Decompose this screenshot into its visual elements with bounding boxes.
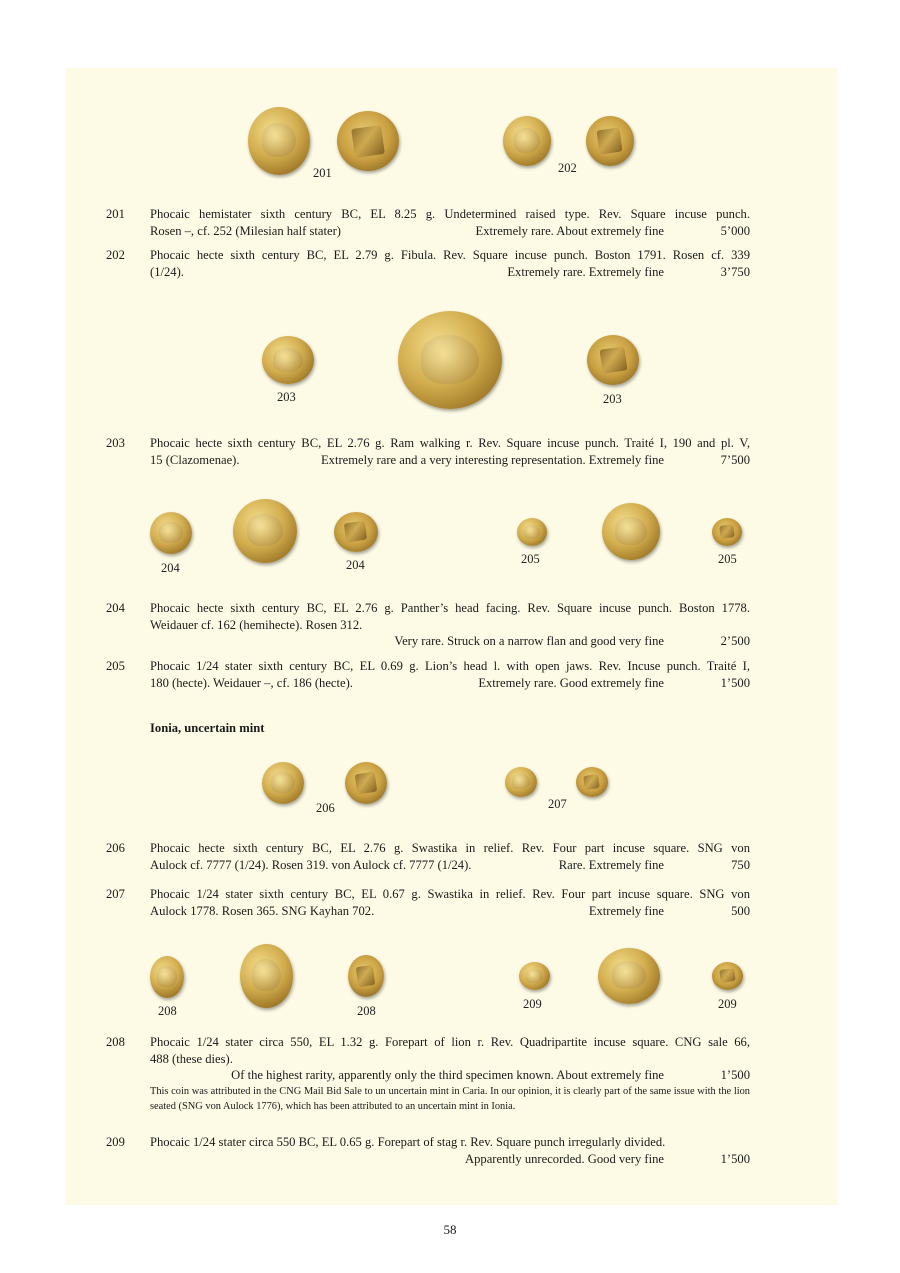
lot-reference: (1/24). <box>150 264 184 279</box>
lot-202 <box>106 247 750 280</box>
lot-205 <box>106 658 750 691</box>
lot-price: 2’500 <box>720 634 750 648</box>
lot-grade: Of the highest rarity, apparently only the third specimen known. About extremely fine <box>231 1068 664 1082</box>
coin-203-obverse <box>262 336 314 384</box>
lot-price: 7’500 <box>720 452 750 467</box>
coin-202-obverse <box>503 116 551 166</box>
lot-number: 203 <box>106 436 125 450</box>
coin-204-reverse <box>334 512 378 552</box>
lot-description: Phocaic hecte sixth century BC, EL 2.76 g. Panther’s head facing. Rev. Square incuse punch. Boston 1778. <box>150 601 750 615</box>
coin-label-203-b: 203 <box>603 392 622 406</box>
lot-description: Phocaic hecte sixth century BC, EL 2.76 g. Ram walking r. Rev. Square incuse punch. Traité I, 190 and pl. V, <box>150 436 750 450</box>
coin-206-reverse <box>345 762 387 804</box>
coin-label-208-a: 208 <box>158 1004 177 1018</box>
coin-208-obverse <box>150 956 184 998</box>
coin-label-208-b: 208 <box>357 1004 376 1018</box>
lot-price: 1’500 <box>720 1151 750 1166</box>
coin-201-reverse <box>337 111 399 171</box>
lot-number: 205 <box>106 659 125 673</box>
coin-202-reverse <box>586 116 634 166</box>
coin-207-reverse <box>576 767 608 797</box>
lot-number: 208 <box>106 1035 125 1049</box>
lot-206 <box>106 840 750 873</box>
coin-209-obverse-enlarged <box>598 948 660 1004</box>
section-heading: Ionia, uncertain mint <box>150 721 265 735</box>
coin-label-209-a: 209 <box>523 997 542 1011</box>
coin-201-obverse <box>248 107 310 175</box>
lot-price: 1’500 <box>720 1068 750 1082</box>
coin-203-reverse <box>587 335 639 385</box>
lot-grade: Very rare. Struck on a narrow flan and good very fine <box>394 634 664 648</box>
lot-grade: Extremely rare. Good extremely fine <box>478 675 664 690</box>
lot-description: Phocaic hemistater sixth century BC, EL 8.25 g. Undetermined raised type. Rev. Square incuse punch. <box>150 207 750 221</box>
lot-reference: Aulock cf. 7777 (1/24). Rosen 319. von Aulock cf. 7777 (1/24). <box>150 857 472 872</box>
coin-label-204-a: 204 <box>161 561 180 575</box>
lot-price: 5’000 <box>720 223 750 238</box>
page-number: 58 <box>443 1222 457 1237</box>
coin-label-201: 201 <box>313 166 332 180</box>
lot-description: Phocaic 1/24 stater sixth century BC, EL 0.67 g. Swastika in relief. Rev. Four part incuse square. SNG von <box>150 887 750 901</box>
lot-203 <box>106 435 750 468</box>
lot-207 <box>106 886 750 919</box>
lot-price: 500 <box>731 903 750 918</box>
lot-grade: Extremely rare. Extremely fine <box>507 264 664 279</box>
lot-209 <box>106 1134 750 1167</box>
coin-208-reverse <box>348 955 384 997</box>
lot-number: 209 <box>106 1135 125 1149</box>
lot-reference: Weidauer cf. 162 (hemihecte). Rosen 312. <box>150 617 363 632</box>
coin-206-obverse <box>262 762 304 804</box>
coin-209-obverse <box>519 962 550 990</box>
lot-number: 207 <box>106 887 125 901</box>
lot-reference: Rosen –, cf. 252 (Milesian half stater) <box>150 223 341 238</box>
lot-number: 201 <box>106 207 125 221</box>
lot-reference: 488 (these dies). <box>150 1051 233 1066</box>
lot-price: 1’500 <box>720 675 750 690</box>
coin-label-204-b: 204 <box>346 558 365 572</box>
coin-label-206: 206 <box>316 801 335 815</box>
lot-reference: Aulock 1778. Rosen 365. SNG Kayhan 702. <box>150 903 375 918</box>
lot-description: Phocaic 1/24 stater sixth century BC, EL 0.69 g. Lion’s head l. with open jaws. Rev. Incuse punch. Traité I, <box>150 659 750 673</box>
coin-205-obverse-enlarged <box>602 503 660 560</box>
lot-description: Phocaic 1/24 stater circa 550, EL 1.32 g. Forepart of lion r. Rev. Quadripartite incuse square. CNG sale 66, <box>150 1035 750 1049</box>
lot-201 <box>106 206 750 239</box>
lot-reference: 180 (hecte). Weidauer –, cf. 186 (hecte). <box>150 675 353 690</box>
lot-price: 750 <box>731 857 750 872</box>
lot-note: This coin was attributed in the CNG Mail Bid Sale to un uncertain mint in Caria. In our opinion, it is clearly part of the same issue with the lion seated (SNG von Aulock 1776), which has been attributed to an uncertain mint in Ionia. <box>150 1085 750 1112</box>
lot-grade: Extremely fine <box>588 903 664 918</box>
coin-label-203-a: 203 <box>277 390 296 404</box>
lot-description: Phocaic hecte sixth century BC, EL 2.79 g. Fibula. Rev. Square incuse punch. Boston 1791. Rosen cf. 339 <box>150 248 750 262</box>
coin-207-obverse <box>505 767 537 797</box>
lot-208 <box>106 1034 750 1114</box>
coin-label-205-b: 205 <box>718 552 737 566</box>
coin-208-obverse-enlarged <box>240 944 293 1008</box>
coin-label-209-b: 209 <box>718 997 737 1011</box>
coin-label-205-a: 205 <box>521 552 540 566</box>
lot-description: Phocaic hecte sixth century BC, EL 2.76 g. Swastika in relief. Rev. Four part incuse square. SNG von <box>150 841 750 855</box>
coin-203-obverse-enlarged <box>398 311 502 409</box>
lot-price: 3’750 <box>720 264 750 279</box>
lot-204 <box>106 600 750 650</box>
lot-grade: Apparently unrecorded. Good very fine <box>465 1151 664 1166</box>
coin-209-reverse <box>712 962 743 990</box>
lot-grade: Extremely rare. About extremely fine <box>475 223 664 238</box>
lot-number: 202 <box>106 248 125 262</box>
lot-description: Phocaic 1/24 stater circa 550 BC, EL 0.65 g. Forepart of stag r. Rev. Square punch irregularly divided. <box>150 1135 666 1149</box>
coin-204-obverse-enlarged <box>233 499 297 563</box>
coin-label-207: 207 <box>548 797 567 811</box>
coin-204-obverse <box>150 512 192 554</box>
lot-grade: Extremely rare and a very interesting representation. Extremely fine <box>320 452 664 467</box>
lot-number: 206 <box>106 841 125 855</box>
coin-label-202: 202 <box>558 161 577 175</box>
lot-reference: 15 (Clazomenae). <box>150 452 240 467</box>
lot-grade: Rare. Extremely fine <box>558 857 664 872</box>
coin-205-reverse <box>712 518 742 546</box>
lot-number: 204 <box>106 601 125 615</box>
coin-205-obverse <box>517 518 547 546</box>
